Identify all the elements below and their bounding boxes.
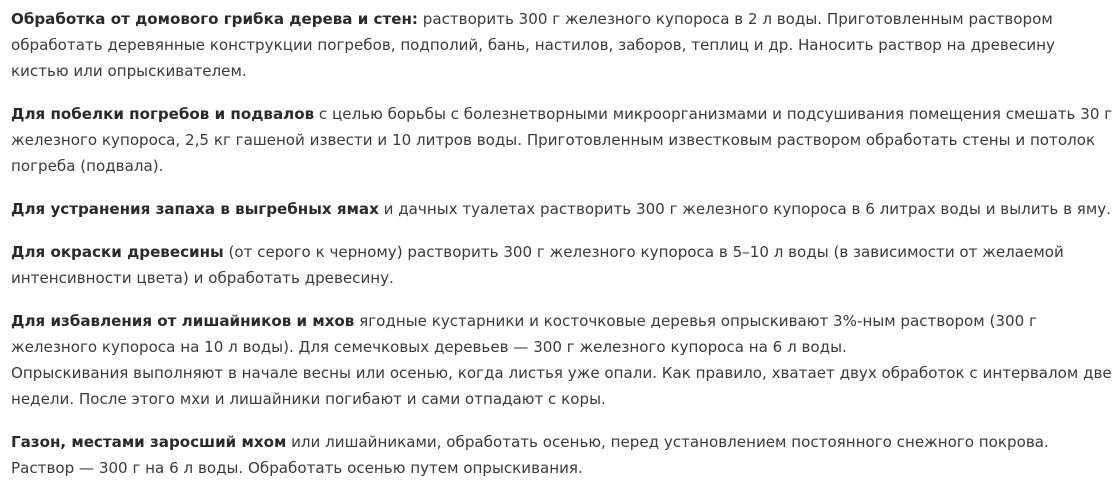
paragraph-heading: Для устранения запаха в выгребных ямах [11,200,379,218]
paragraph-heading: Для окраски древесины [11,243,224,261]
paragraph-fungus-treatment [11,6,1113,84]
paragraph-wood-staining [11,239,1113,291]
paragraph-heading: Для побелки погребов и подвалов [11,105,315,123]
paragraph-heading: Газон, местами заросший мхом [11,433,287,451]
paragraph-lichen-moss [11,308,1113,412]
paragraph-text: растворить 300 г железного купороса в 2 л воды. Приготовленным раствором обработать деревянные конструкции погребов, подполий, бань, настилов, заборов, теплиц и др. Наносить раствор на древесину кистью или опрыскивателем. [11,10,1055,80]
paragraph-text: или лишайниками, обработать осенью, перед установлением постоянного снежного покрова. Раствор — 300 г на 6 л воды. Обработать осенью путем опрыскивания. [11,433,1049,477]
paragraph-lawn-moss [11,429,1113,481]
paragraph-heading: Для избавления от лишайников и мхов [11,312,355,330]
paragraph-text: с целью борьбы с болезнетворными микроорганизмами и подсушивания помещения смешать 30 г железного купороса, 2,5 кг гашеной извести и 10 литров воды. Приготовленным известковым раствором обработать стены и потолок погреба (подвала). [11,105,1113,175]
paragraph-text: ягодные кустарники и косточковые деревья опрыскивают 3%-ным раствором (300 г железного купороса на 10 л воды). Для семечковых деревьев — 300 г железного купороса на 6 л воды. [11,312,1037,356]
paragraph-heading: Обработка от домового грибка дерева и стен: [11,10,418,28]
article-body [11,6,1113,498]
paragraph-cellar-whitewash [11,101,1113,179]
paragraph-text: (от серого к черному) растворить 300 г железного купороса в 5–10 л воды (в зависимости от желаемой интенсивности цвета) и обработать древесину. [11,243,1064,287]
paragraph-extra-text: Опрыскивания выполняют в начале весны или осенью, когда листья уже опали. Как правило, хватает двух обработок с интервалом две недели. После этого мхи и лишайники погибают и сами отпадают с коры. [11,364,1112,408]
paragraph-text: и дачных туалетах растворить 300 г железного купороса в 6 литрах воды и вылить в яму. [378,200,1111,218]
paragraph-odor-removal [11,196,1113,222]
